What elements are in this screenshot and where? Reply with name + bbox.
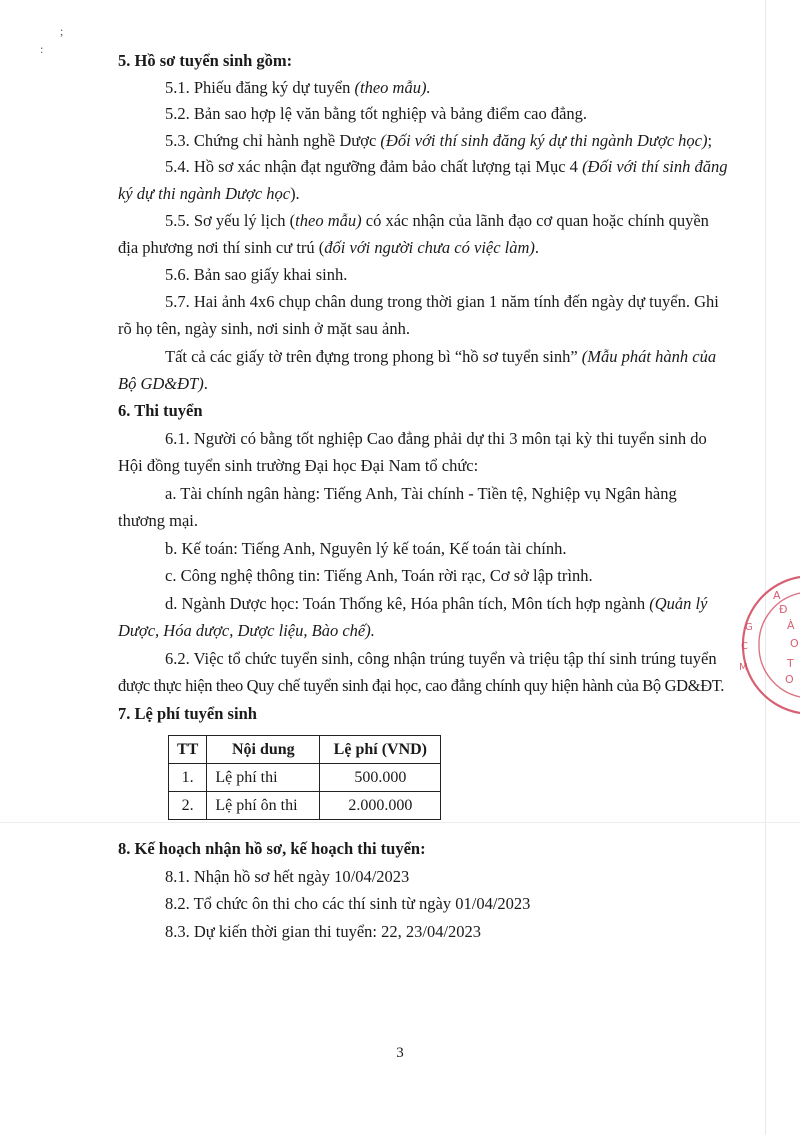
envelope-note-cont: Bộ GD&ĐT). (118, 374, 208, 393)
item-6-2: 6.2. Việc tổ chức tuyển sinh, công nhận trúng tuyển và triệu tập thí sinh trúng tuyển (165, 649, 717, 668)
item-6-1-a-cont: thương mại. (118, 511, 198, 530)
section-8-heading: 8. Kế hoạch nhận hồ sơ, kế hoạch thi tuyển: (118, 839, 426, 858)
section-5-heading: 5. Hồ sơ tuyển sinh gồm: (118, 51, 293, 70)
table-cell: Lệ phí ôn thi (207, 792, 320, 820)
svg-text:C: C (741, 641, 748, 652)
table-cell: 500.000 (320, 764, 441, 792)
item-5-6: 5.6. Bản sao giấy khai sinh. (165, 265, 348, 284)
item-6-1-cont: Hội đồng tuyển sinh trường Đại học Đại Nam tổ chức: (118, 456, 479, 475)
item-6-1-d-cont: Dược, Hóa dược, Dược liệu, Bào chế). (118, 621, 375, 640)
item-5-7-cont: rõ họ tên, ngày sinh, nơi sinh ở mặt sau ảnh. (118, 319, 410, 338)
scan-fold-vertical (765, 0, 766, 1135)
svg-text:A: A (773, 589, 781, 602)
item-6-1-c: c. Công nghệ thông tin: Tiếng Anh, Toán rời rạc, Cơ sở lập trình. (165, 566, 593, 585)
svg-text:O: O (790, 637, 799, 650)
table-cell: Lệ phí thi (207, 764, 320, 792)
item-5-4-cont: ký dự thi ngành Dược học). (118, 184, 300, 203)
item-5-7: 5.7. Hai ảnh 4x6 chụp chân dung trong thời gian 1 năm tính đến ngày dự tuyển. Ghi (165, 292, 719, 311)
item-5-2: 5.2. Bản sao hợp lệ văn bằng tốt nghiệp và bảng điểm cao đẳng. (165, 104, 588, 123)
item-8-2: 8.2. Tổ chức ôn thi cho các thí sinh từ ngày 01/04/2023 (165, 894, 531, 913)
item-5-5: 5.5. Sơ yếu lý lịch (theo mẫu) có xác nhận của lãnh đạo cơ quan hoặc chính quyền (165, 211, 709, 230)
table-cell: 1. (169, 764, 207, 792)
item-8-1: 8.1. Nhận hồ sơ hết ngày 10/04/2023 (165, 867, 410, 886)
scan-speck: : (40, 42, 44, 56)
svg-text:À: À (787, 619, 795, 632)
table-header-cell: TT (169, 736, 207, 764)
section-7-heading: 7. Lệ phí tuyển sinh (118, 704, 257, 723)
table-header-row (169, 736, 441, 764)
table-row (169, 764, 441, 792)
item-5-1: 5.1. Phiếu đăng ký dự tuyển (theo mẫu). (165, 78, 431, 97)
table-cell: 2.000.000 (320, 792, 441, 820)
page-number: 3 (396, 1045, 404, 1061)
item-5-5-cont: địa phương nơi thí sinh cư trú (đối với người chưa có việc làm). (118, 238, 540, 257)
item-5-4: 5.4. Hồ sơ xác nhận đạt ngưỡng đảm bảo chất lượng tại Mục 4 (Đối với thí sinh đăng (165, 157, 728, 176)
item-8-3: 8.3. Dự kiến thời gian thi tuyển: 22, 23/04/2023 (165, 922, 482, 941)
svg-text:M: M (739, 662, 748, 673)
table-cell: 2. (169, 792, 207, 820)
table-header-cell: Nội dung (207, 736, 320, 764)
table-header-cell: Lệ phí (VND) (320, 736, 441, 764)
item-6-1-a: a. Tài chính ngân hàng: Tiếng Anh, Tài chính - Tiền tệ, Nghiệp vụ Ngân hàng (165, 484, 677, 503)
svg-text:O: O (785, 673, 794, 686)
section-6-heading: 6. Thi tuyển (118, 401, 203, 420)
svg-text:T: T (787, 657, 794, 670)
scan-fold-horizontal (0, 822, 800, 823)
envelope-note: Tất cả các giấy tờ trên đựng trong phong bì “hồ sơ tuyển sinh” (Mẫu phát hành của (165, 347, 717, 366)
seal-stamp-icon (735, 575, 800, 715)
item-6-1: 6.1. Người có bằng tốt nghiệp Cao đẳng phải dự thi 3 môn tại kỳ thi tuyển sinh do (165, 429, 707, 448)
fee-table (168, 735, 441, 820)
item-6-2-cont: được thực hiện theo Quy chế tuyển sinh đại học, cao đẳng chính quy hiện hành của Bộ GD&ĐT. (118, 676, 725, 695)
item-5-3: 5.3. Chứng chỉ hành nghề Dược (Đối với thí sinh đăng ký dự thi ngành Dược học); (165, 131, 713, 150)
svg-text:G: G (745, 622, 753, 633)
svg-text:Đ: Đ (779, 603, 788, 616)
table-row (169, 792, 441, 820)
item-6-1-b: b. Kế toán: Tiếng Anh, Nguyên lý kế toán, Kế toán tài chính. (165, 539, 567, 558)
scan-speck: ; (60, 24, 64, 38)
item-6-1-d: d. Ngành Dược học: Toán Thống kê, Hóa phân tích, Môn tích hợp ngành (Quản lý (165, 594, 708, 613)
